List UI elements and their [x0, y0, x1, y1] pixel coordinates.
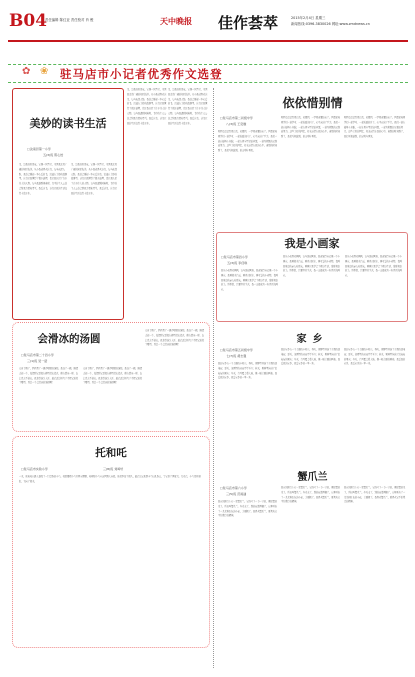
- article-body: 一天，托和吒在路上遇见了一只受伤的小鸟。托说要把小鸟带回家照顾，吒却说小鸟应该回到大自然。他们争论了很久，最后决定先给小鸟包扎伤口，等它好了再放飞。几天后，小鸟张开翅膀，飞向了蓝天。: [19, 475, 201, 483]
- article-author: 三(5)班 范雨涵: [226, 492, 247, 496]
- article-little-painter: [216, 232, 408, 322]
- article-school: □驻马店市第二十四小学: [21, 353, 54, 357]
- article-author: 三(1)班 吴一诺: [27, 359, 48, 363]
- article-body: 我家的阳台上有一盆蟹爪兰。它的叶子一节一节的，像螃蟹的爪子，所以叫蟹爪兰。冬天来了，别的花都凋谢了，它却开出了一朵朵粉红色的小花，美丽极了。我喜欢蟹爪兰，更喜欢它不怕寒冷的精神。: [344, 486, 406, 504]
- article-body: 我家的阳台上有一盆蟹爪兰。它的叶子一节一节的，像螃蟹的爪子，所以叫蟹爪兰。冬天来了，别的花都凋谢了，它却开出了一朵朵粉红色的小花，美丽极了。我喜欢蟹爪兰，更喜欢它不怕寒冷的精神。: [218, 500, 278, 518]
- flower-icon: ❀: [40, 66, 49, 77]
- article-body: 我从小就喜欢画画，每当拿起画笔，我就觉得自己像一个小画家。我画蓝天白云，画青山绿水，画可爱的小动物，也画我身边的亲人和朋友。画画让我学会了观察生活，发现身边的美。妈妈说，只要坚持下去，我一定能成为一名真正的画家。: [283, 255, 340, 278]
- article-body: 我的家乡在一个美丽的小村庄。春天，田野里开满了金黄的油菜花；夏天，池塘里的荷花亭亭玉立；秋天，果园里挂满了沉甸甸的果实；冬天，白雪覆盖着大地，像一幅美丽的画卷。我爱我的家乡，我爱家乡的一草一木。: [218, 362, 278, 380]
- article-title: 托和吒: [95, 447, 127, 459]
- article-body: 我从小就喜欢画画，每当拿起画笔，我就觉得自己像一个小画家。我画蓝天白云，画青山绿水，画可爱的小动物，也画我身边的亲人和朋友。画画让我学会了观察生活，发现身边的美。妈妈说，只要坚持下去，我一定能成为一名真正的画家。: [345, 255, 402, 278]
- masthead-rule: [8, 40, 408, 42]
- article-title: 我是小画家: [284, 237, 340, 250]
- article-body: 元宵节到了，妈妈煮了一锅香喷喷的汤圆。我盛了一碗，刚想夹起一个，没想到它竟然在碗里滑来滑去，像在溜冰一样，怎么也夹不起来。我急得满头大汗，最后还是用勺子才把它送进了嘴里。真是一个会滑冰的汤圆啊！: [145, 329, 205, 347]
- article-title: 美妙的读书生活: [29, 117, 107, 130]
- article-body: 书，是我的好朋友。它像一位智者，带领我走进广阔的知识海洋。从小我就喜欢读书，每当夜深人静，我总会捧起一本心爱的书，沉浸在美妙的故事里。读书让我懂得了很多道理，也让我认识了许多伟大的人物。每当我遇到困难时，书中的主人公总会给我力量和勇气。我爱读书，读书让我的生活变得丰富多彩。: [71, 163, 117, 195]
- column-divider: [213, 88, 214, 668]
- article-body: 时间总是过得那么快，转眼间，一学期就要结束了。回想起和同学们一起学习、一起玩耍的日子，心中充满了不舍。我们一起在操场上奔跑，一起在教室里讨论问题，一起为班级的荣誉而努力。这些美好的回忆，将永远留在我的心中。离别的时刻到了，我们互相道别，约定明年再见。: [344, 116, 406, 139]
- article-body-continued: 书，是我的好朋友。它像一位智者，带领我走进广阔的知识海洋。从小我就喜欢读书，每当夜深人静，我总会捧起一本心爱的书，沉浸在美妙的故事里。读书让我懂得了很多道理，也让我认识了许多伟大的人物。每当我遇到困难时，书中的主人公总会给我力量和勇气。我爱读书，读书让我的生活变得丰富多彩。: [168, 88, 208, 125]
- article-body: 我从小就喜欢画画，每当拿起画笔，我就觉得自己像一个小画家。我画蓝天白云，画青山绿水，画可爱的小动物，也画我身边的亲人和朋友。画画让我学会了观察生活，发现身边的美。妈妈说，只要坚持下去，我一定能成为一名真正的画家。: [221, 269, 278, 292]
- page-number: B04: [9, 11, 48, 31]
- article-school: □驻马店市实验小学: [21, 467, 48, 471]
- article-reading-life: [12, 88, 124, 320]
- article-author: 八(3)班 王奕璇: [226, 122, 247, 126]
- article-body-continued: 书，是我的好朋友。它像一位智者，带领我走进广阔的知识海洋。从小我就喜欢读书，每当夜深人静，我总会捧起一本心爱的书，沉浸在美妙的故事里。读书让我懂得了很多道理，也让我认识了许多伟大的人物。每当我遇到困难时，书中的主人公总会给我力量和勇气。我爱读书，读书让我的生活变得丰富多彩。: [127, 88, 167, 125]
- article-school: □驻马店市第五初级中学: [220, 348, 253, 352]
- article-body: 时间总是过得那么快，转眼间，一学期就要结束了。回想起和同学们一起学习、一起玩耍的日子，心中充满了不舍。我们一起在操场上奔跑，一起在教室里讨论问题，一起为班级的荣誉而努力。这些美好的回忆，将永远留在我的心中。离别的时刻到了，我们互相道别，约定明年再见。: [281, 116, 341, 139]
- article-body: 元宵节到了，妈妈煮了一锅香喷喷的汤圆。我盛了一碗，刚想夹起一个，没想到它竟然在碗里滑来滑去，像在溜冰一样，怎么也夹不起来。我急得满头大汗，最后还是用勺子才把它送进了嘴里。真是一个会滑冰的汤圆啊！: [83, 367, 143, 385]
- article-author: 三(8)班 刘鸣轩: [103, 467, 124, 471]
- article-body: 我的家乡在一个美丽的小村庄。春天，田野里开满了金黄的油菜花；夏天，池塘里的荷花亭亭玉立；秋天，果园里挂满了沉甸甸的果实；冬天，白雪覆盖着大地，像一幅美丽的画卷。我爱我的家乡，我爱家乡的一草一木。: [281, 348, 341, 366]
- article-title: 蟹爪兰: [297, 472, 328, 483]
- article-skating-dumpling: [12, 322, 210, 432]
- article-body: 我家的阳台上有一盆蟹爪兰。它的叶子一节一节的，像螃蟹的爪子，所以叫蟹爪兰。冬天来了，别的花都凋谢了，它却开出了一朵朵粉红色的小花，美丽极了。我喜欢蟹爪兰，更喜欢它不怕寒冷的精神。: [281, 486, 341, 504]
- article-body: 时间总是过得那么快，转眼间，一学期就要结束了。回想起和同学们一起学习、一起玩耍的日子，心中充满了不舍。我们一起在操场上奔跑，一起在教室里讨论问题，一起为班级的荣誉而努力。这些美好的回忆，将永远留在我的心中。离别的时刻到了，我们互相道别，约定明年再见。: [218, 130, 278, 153]
- issue-date: 2015年2月4日 星期三: [291, 16, 326, 20]
- article-school: □汝南县第一小学: [27, 147, 51, 151]
- article-tuo-and-zha: [12, 436, 210, 648]
- article-school: □驻马店市第六小学: [220, 486, 247, 490]
- masthead-info: [291, 15, 406, 27]
- article-body: 元宵节到了，妈妈煮了一锅香喷喷的汤圆。我盛了一碗，刚想夹起一个，没想到它竟然在碗里滑来滑去，像在溜冰一样，怎么也夹不起来。我急得满头大汗，最后还是用勺子才把它送进了嘴里。真是一个会滑冰的汤圆啊！: [19, 367, 79, 385]
- hotline: 新闻热线:0396-3830026 网址:www.zmdnews.cn: [291, 22, 370, 26]
- banner-title: 驻马店市小记者优秀作文选登: [60, 67, 223, 81]
- section-title: 佳作荟萃: [218, 14, 279, 32]
- flower-icon: ✿: [22, 66, 31, 77]
- editor-info: 责任编辑 陈红亚 责任校对 肖 俊: [45, 18, 94, 22]
- article-author: 五(3)班 陈心怡: [43, 153, 64, 157]
- article-school: □驻马店市第四小学: [221, 255, 248, 259]
- article-title: 家乡: [296, 334, 329, 345]
- article-author: 五(3)班 李佳琪: [227, 261, 248, 265]
- article-body: 书，是我的好朋友。它像一位智者，带领我走进广阔的知识海洋。从小我就喜欢读书，每当夜深人静，我总会捧起一本心爱的书，沉浸在美妙的故事里。读书让我懂得了很多道理，也让我认识了许多伟大的人物。每当我遇到困难时，书中的主人公总会给我力量和勇气。我爱读书，读书让我的生活变得丰富多彩。: [19, 163, 68, 195]
- newspaper-logo: 天中晚报: [160, 16, 192, 26]
- article-title: 依依惜别情: [282, 96, 343, 110]
- article-body: 我的家乡在一个美丽的小村庄。春天，田野里开满了金黄的油菜花；夏天，池塘里的荷花亭亭玉立；秋天，果园里挂满了沉甸甸的果实；冬天，白雪覆盖着大地，像一幅美丽的画卷。我爱我的家乡，我爱家乡的一草一木。: [344, 348, 406, 366]
- article-title: 会滑冰的汤圆: [37, 333, 101, 345]
- masthead: [0, 0, 415, 40]
- article-school: □驻马店市第二初级中学: [220, 116, 253, 120]
- article-author: 七(7)班 胡志强: [226, 354, 247, 358]
